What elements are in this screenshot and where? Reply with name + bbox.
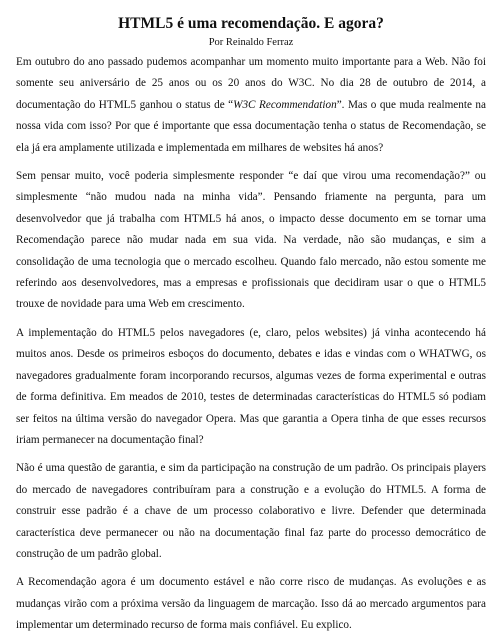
paragraph-3: A implementação do HTML5 pelos navegadores (e, claro, pelos websites) já vinha acontecendo há muitos anos. Desde os primeiros esboços do documento, debates e idas e vindas com o WHATWG, os navegadores gradualmente foram incorporando recursos, algumas vezes de forma experimental e outras de forma definitiva. Em meados de 2010, testes de determinadas características do HTML5 só podiam ser feitos na última versão do navegador Opera. Mas que garantia a Opera tinha de que esses recursos iriam permanecer na documentação final? [16, 326, 486, 446]
paragraph-1-text-before: Em outubro do ano passado pudemos acompanhar um momento muito importante para a Web. Não foi somente seu aniversário de 25 anos ou os 20 anos do W3C. No dia 28 de outubro de 2014, a documentação do HTML5 ganhou o status de “ [16, 56, 486, 111]
paragraph-1-text-after: ”. Mas o que muda realmente na nossa vida com isso? Por que é importante que essa documentação tenha o status de Recomendação, se ela já era amplamente utilizada e implementada em milhares de websites há anos? [16, 98, 486, 154]
paragraph-1 [16, 52, 486, 159]
document-title: HTML5 é uma recomendação. E agora? [118, 15, 384, 32]
paragraph-4: Não é uma questão de garantia, e sim da participação na construção de um padrão. Os principais players do mercado de navegadores contribuíram para a construção e a evolução do HTML5. A forma de construir esse padrão é a chave de um processo colaborativo e livre. Defender que determinada característica deve permanecer ou não na documentação final faz parte do processo democrático de construção de um padrão global. [16, 462, 486, 560]
author-byline: Por Reinaldo Ferraz [208, 37, 294, 48]
paragraph-1-emphasis: W3C Recommendation [233, 98, 337, 111]
paragraph-5: A Recomendação agora é um documento estável e não corre risco de mudanças. As evoluções e as mudanças virão com a próxima versão da linguagem de marcação. Isso dá ao mercado argumentos para implementar um determinado recurso de forma mais confiável. Eu explico. [16, 576, 486, 632]
paragraph-2: Sem pensar muito, você poderia simplesmente responder “e daí que virou uma recomendação?” ou simplesmente “não mudou nada na minha vida”. Pensando friamente na pergunta, para um desenvolvedor que já trabalha com HTML5 há anos, o impacto desse documento em se tornar uma Recomendação parece não mudar nada em sua vida. Na verdade, não são mudanças, e sim a consolidação de uma tecnologia que o mercado escolheu. Quando falo mercado, não estou somente me referindo aos desenvolvedores, mas a empresas e profissionais que decidiram usar o que o HTML5 trouxe de novidade para uma Web em crescimento. [16, 170, 486, 311]
